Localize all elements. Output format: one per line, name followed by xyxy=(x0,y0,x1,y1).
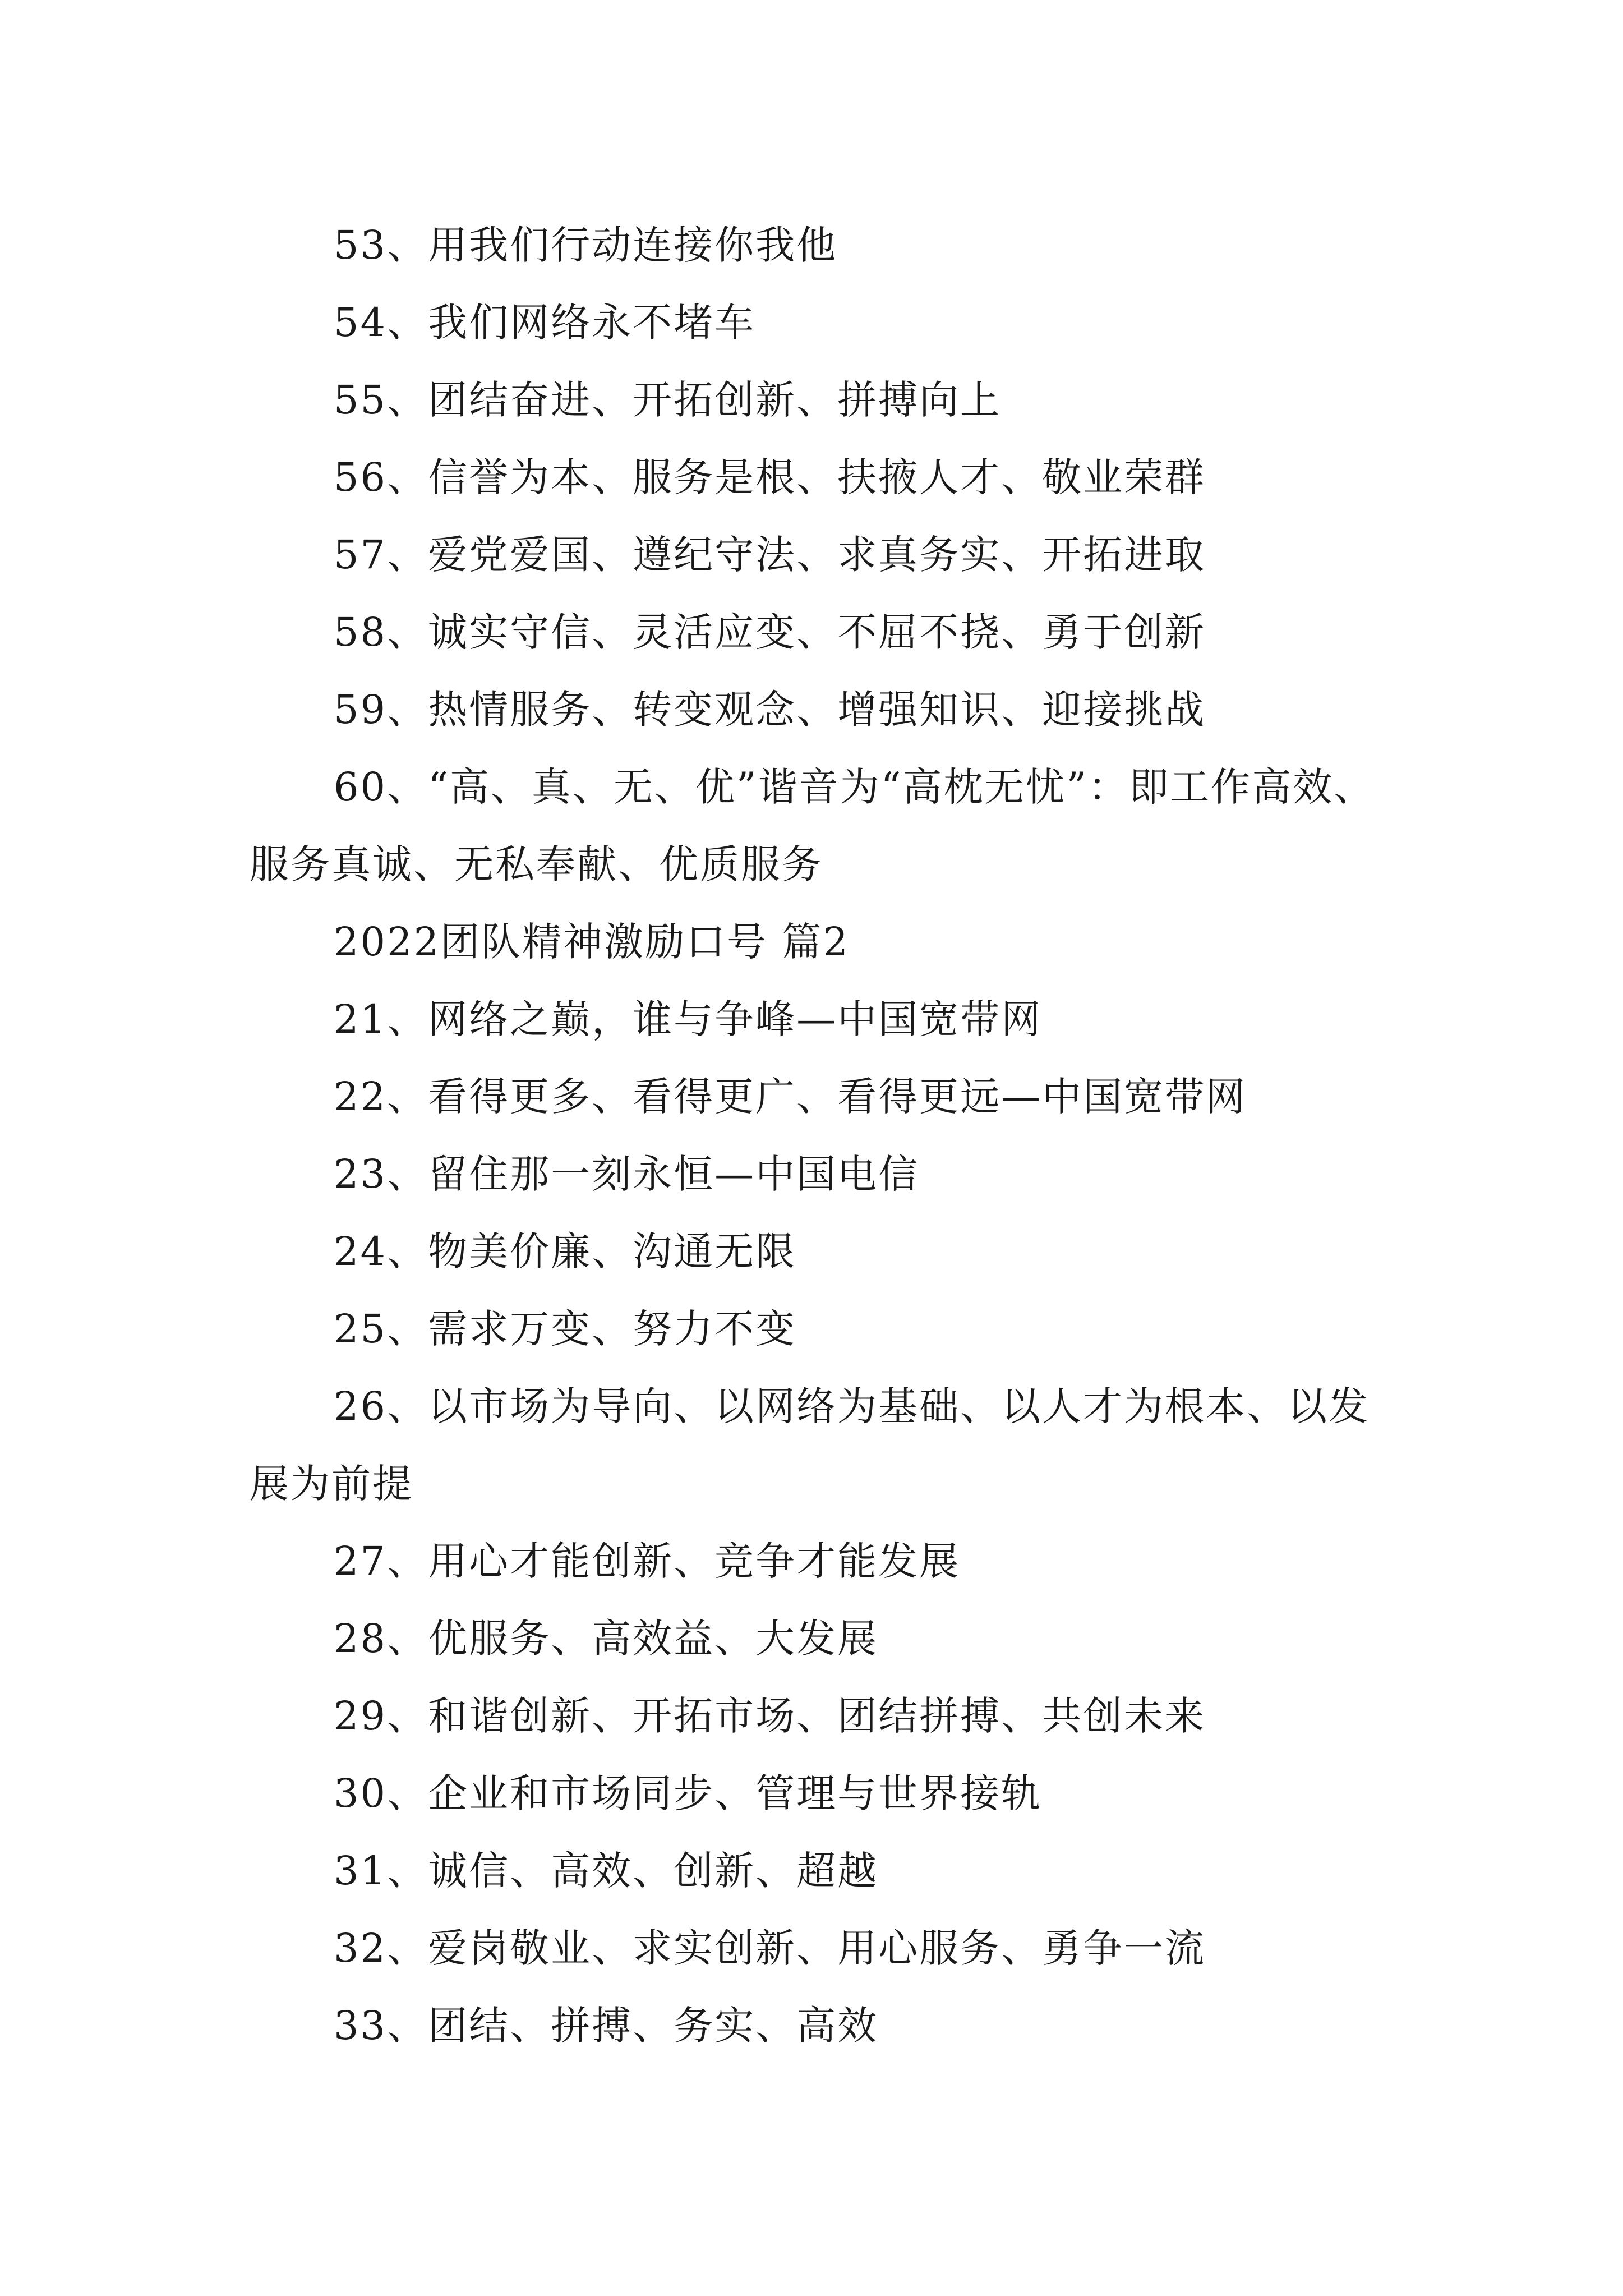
slogan-32: 32、爱岗敬业、求实创新、用心服务、勇争一流 xyxy=(334,1925,1206,1971)
slogan-55: 55、团结奋进、开拓创新、拼搏向上 xyxy=(334,377,1002,423)
slogan-27: 27、用心才能创新、竞争才能发展 xyxy=(334,1538,961,1584)
slogan-21: 21、网络之巅，谁与争峰—中国宽带网 xyxy=(334,996,1043,1042)
slogan-58: 58、诚实守信、灵活应变、不屈不挠、勇于创新 xyxy=(334,609,1206,655)
slogan-25: 25、需求万变、努力不变 xyxy=(334,1306,797,1352)
slogan-59: 59、热情服务、转变观念、增强知识、迎接挑战 xyxy=(334,687,1206,733)
slogan-24: 24、物美价廉、沟通无限 xyxy=(334,1228,797,1274)
slogan-57: 57、爱党爱国、遵纪守法、求真务实、开拓进取 xyxy=(334,532,1206,578)
document-body xyxy=(250,206,1394,2064)
slogan-60: 60、“高、真、无、优”谐音为“高枕无忧”：即工作高效、服务真诚、无私奉献、优质服务 xyxy=(250,764,1375,887)
slogan-31: 31、诚信、高效、创新、超越 xyxy=(334,1848,879,1894)
slogan-30: 30、企业和市场同步、管理与世界接轨 xyxy=(334,1770,1043,1816)
slogan-23: 23、留住那一刻永恒—中国电信 xyxy=(334,1151,920,1197)
slogan-33: 33、团结、拼搏、务实、高效 xyxy=(334,2003,879,2049)
slogan-26: 26、以市场为导向、以网络为基础、以人才为根本、以发展为前提 xyxy=(250,1383,1370,1507)
section-heading: 2022团队精神激励口号 篇2 xyxy=(334,919,850,965)
slogan-22: 22、看得更多、看得更广、看得更远—中国宽带网 xyxy=(334,1074,1247,1120)
slogan-54: 54、我们网络永不堵车 xyxy=(334,300,756,346)
slogan-28: 28、优服务、高效益、大发展 xyxy=(334,1616,879,1662)
slogan-29: 29、和谐创新、开拓市场、团结拼搏、共创未来 xyxy=(334,1693,1206,1739)
slogan-53: 53、用我们行动连接你我他 xyxy=(334,222,838,268)
slogan-56: 56、信誉为本、服务是根、扶掖人才、敬业荣群 xyxy=(334,454,1206,500)
